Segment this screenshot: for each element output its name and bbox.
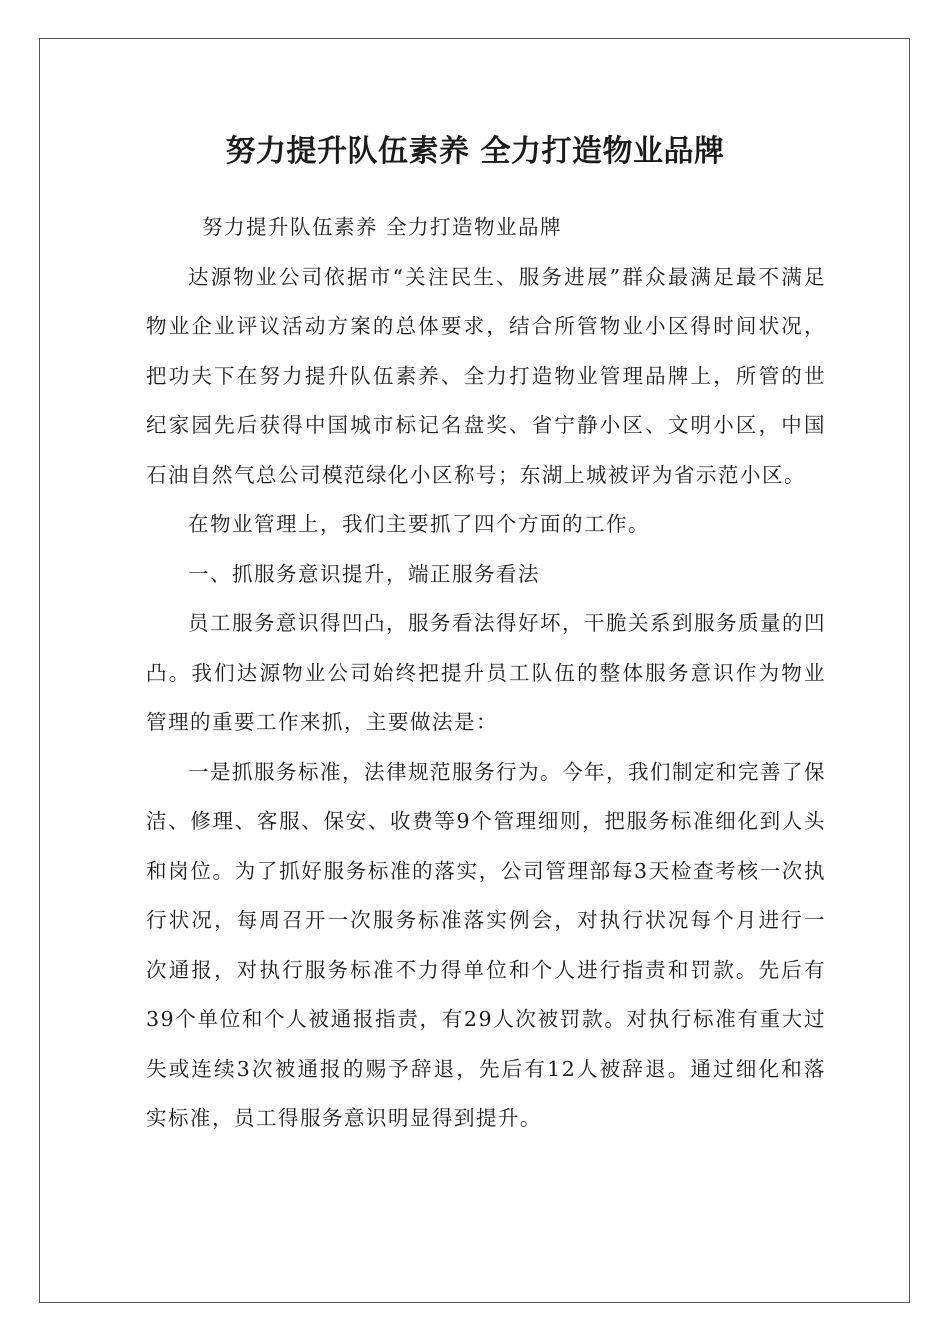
paragraph-service-standards: 一是抓服务标准，法律规范服务行为。今年，我们制定和完善了保洁、修理、客服、保安、收费等9个管理细则，把服务标准细化到人头和岗位。为了抓好服务标准的落实，公司管理部每3天检查考核一次执行状况，每周召开一次服务标准落实例会，对执行状况每个月进行一次通报，对执行服务标准不力得单位和个人进行指责和罚款。先后有39个单位和个人被通报指责，有29人次被罚款。对执行标准有重大过失或连续3次被通报的赐予辞退，先后有12人被辞退。通过细化和落实标准，员工得服务意识明显得到提升。 [146,759,826,1130]
paragraph-service-awareness: 员工服务意识得凹凸，服务看法得好坏，干脆关系到服务质量的凹凸。我们达源物业公司始终把提升员工队伍的整体服务意识作为物业管理的重要工作来抓，主要做法是： [146,611,826,734]
document-body [146,203,826,1144]
paragraph-intro: 达源物业公司依据市“关注民生、服务进展”群众最满足最不满足物业企业评议活动方案的总体要求，结合所管物业小区得时间状况，把功夫下在努力提升队伍素养、全力打造物业管理品牌上，所管的世纪家园先后获得中国城市标记名盘奖、省宁静小区、文明小区，中国石油自然气总公司模范绿化小区称号；东湖上城被评为省示范小区。 [146,264,826,487]
paragraph-subtitle: 努力提升队伍素养 全力打造物业品牌 [202,215,563,239]
document-title: 努力提升队伍素养 全力打造物业品牌 [225,134,725,169]
section-heading-1: 一、抓服务意识提升，端正服务看法 [188,561,540,586]
paragraph-overview: 在物业管理上，我们主要抓了四个方面的工作。 [188,512,650,536]
